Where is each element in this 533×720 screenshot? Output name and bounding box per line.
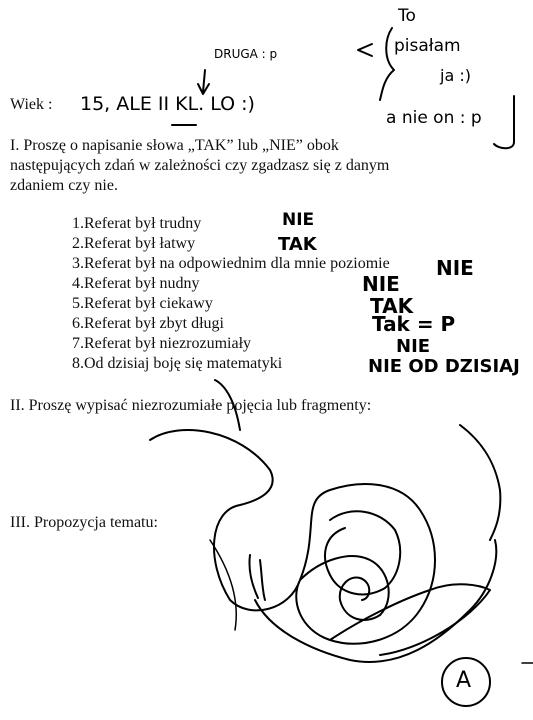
section1-line2: następujących zdań w zależności czy zgadzasz się z danym [10, 157, 390, 174]
side-note-line4: a nie on : p [386, 108, 482, 128]
statement-4: 4.Referat był nudny [72, 275, 200, 292]
statement-8: 8.Od dzisiaj boję się matematyki [72, 355, 283, 372]
statement-6: 6.Referat był zbyt długi [72, 315, 224, 332]
statement-3: 3.Referat był na odpowiednim dla mnie poziomie [72, 255, 390, 272]
statement-5: 5.Referat był ciekawy [72, 295, 213, 312]
side-note-line1: To [398, 6, 416, 26]
answer-4: NIE [362, 272, 400, 296]
section2-heading: II. Proszę wypisać niezrozumiałe pojęcia lub fragmenty: [10, 397, 372, 414]
answer-7: NIE [396, 336, 431, 357]
snail-body [249, 540, 496, 662]
age-answer: 15, ALE II KL. LO :) [80, 93, 255, 115]
arrow-down-icon [198, 70, 209, 94]
age-note: DRUGA : p [214, 47, 278, 61]
statement-1: 1.Referat był trudny [72, 215, 202, 232]
section1-line1: I. Proszę o napisanie słowa „TAK” lub „NIE” obok [10, 137, 339, 154]
answer-2: TAK [278, 234, 317, 255]
hook-icon [494, 96, 514, 148]
statement-2: 2.Referat był łatwy [72, 235, 196, 252]
section3-heading: III. Propozycja tematu: [10, 514, 158, 531]
grade-mark: A [456, 668, 472, 693]
answer-6: Tak = P [372, 312, 456, 336]
snail-shell-inner [325, 511, 400, 594]
side-note-line2: pisałam [394, 36, 461, 56]
snail-doodle [150, 430, 435, 644]
statement-7: 7.Referat był niezrozumiały [72, 335, 252, 352]
arrow-left-icon [358, 44, 372, 56]
answer-3: NIE [436, 256, 474, 280]
brace-icon [380, 28, 394, 100]
answer-1: NIE [282, 210, 315, 230]
side-note-line3: ja :) [440, 66, 471, 85]
answer-5: TAK [370, 294, 414, 318]
age-label: Wiek : [10, 96, 53, 113]
section1-line3: zdaniem czy nie. [10, 177, 118, 194]
answer-8: NIE OD DZISIAJ [368, 356, 520, 377]
